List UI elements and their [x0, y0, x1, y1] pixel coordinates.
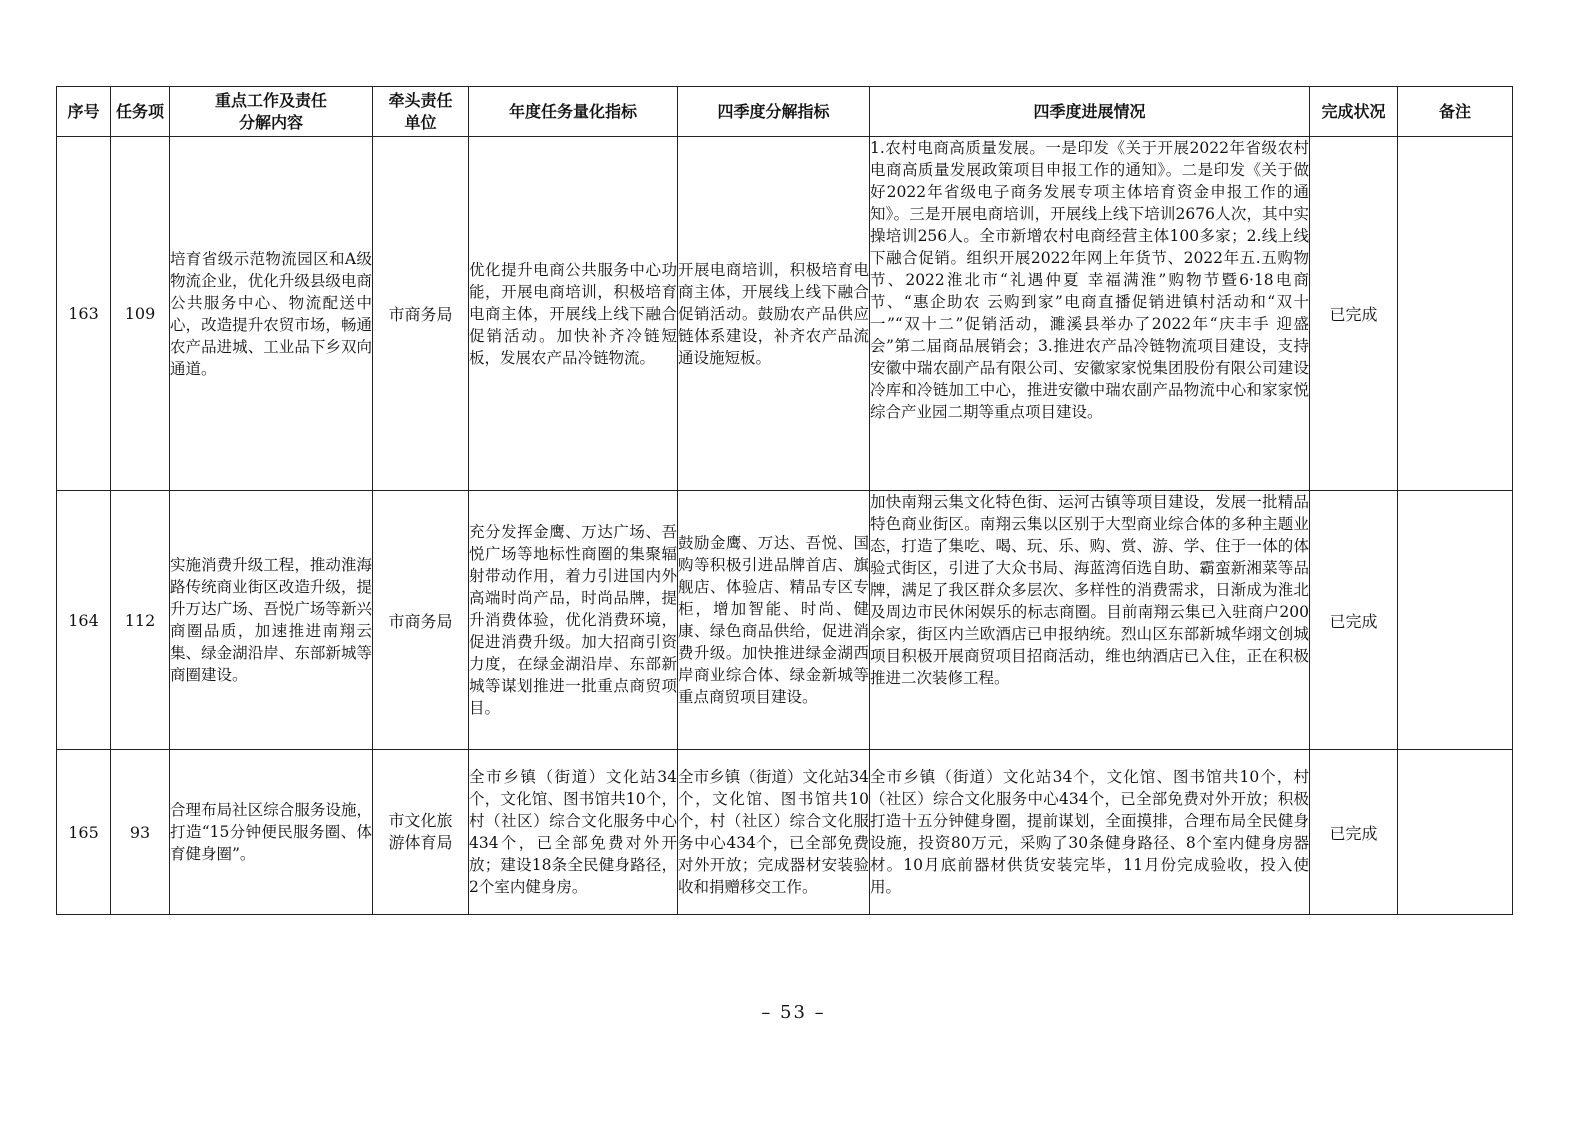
cell-note	[1398, 137, 1513, 491]
table-row	[57, 750, 1513, 915]
cell-status: 已完成	[1310, 137, 1398, 491]
cell-seq: 163	[57, 137, 111, 491]
header-content: 重点工作及责任分解内容	[170, 87, 373, 137]
cell-annual: 充分发挥金鹰、万达广场、吾悦广场等地标性商圈的集聚辐射带动作用，着力引进国内外高端时尚产品，时尚品牌，提升消费体验，优化消费环境，促进消费升级。加大招商引资力度，在绿金湖沿岸、东部新城等谋划推进一批重点商贸项目。	[469, 491, 678, 750]
cell-progress: 加快南翔云集文化特色街、运河古镇等项目建设，发展一批精品特色商业街区。南翔云集以区别于大型商业综合体的多种主题业态，打造了集吃、喝、玩、乐、购、赏、游、学、住于一体的体验式街区，引进了大众书局、海蓝湾佰选自助、霸蛮新湘菜等品牌，满足了我区群众多层次、多样性的消费需求，日渐成为淮北及周边市民休闲娱乐的标志商圈。目前南翔云集已入驻商户200余家，街区内兰欧酒店已申报纳统。烈山区东部新城华翊文创城项目积极开展商贸项目招商活动，维也纳酒店已入住，正在积极推进二次装修工程。	[870, 491, 1310, 750]
progress-table	[56, 86, 1513, 915]
cell-annual: 优化提升电商公共服务中心功能，开展电商培训，积极培育电商主体，开展线上线下融合促销活动。加快补齐冷链短板，发展农产品冷链物流。	[469, 137, 678, 491]
header-task: 任务项	[111, 87, 170, 137]
cell-seq: 165	[57, 750, 111, 915]
cell-unit: 市商务局	[373, 491, 469, 750]
cell-status: 已完成	[1310, 491, 1398, 750]
cell-q4: 开展电商培训，积极培育电商主体，开展线上线下融合促销活动。鼓励农产品供应链体系建设，补齐农产品流通设施短板。	[678, 137, 870, 491]
cell-note	[1398, 750, 1513, 915]
header-annual: 年度任务量化指标	[469, 87, 678, 137]
cell-progress: 1.农村电商高质量发展。一是印发《关于开展2022年省级农村电商高质量发展政策项目申报工作的通知》。二是印发《关于做好2022年省级电子商务发展专项主体培育资金申报工作的通知》。三是开展电商培训，开展线上线下培训2676人次，其中实操培训256人。全市新增农村电商经营主体100多家；2.线上线下融合促销。组织开展2022年网上年货节、2022年五.五购物节、2022淮北市“礼遇仲夏 幸福满淮”购物节暨6·18电商节、“惠企助农 云购到家”电商直播促销进镇村活动和“双十一”“双十二”促销活动，濉溪县举办了2022年“庆丰手 迎盛会”第二届商品展销会；3.推进农产品冷链物流项目建设，支持安徽中瑞农副产品有限公司、安徽家家悦集团股份有限公司建设冷库和冷链加工中心，推进安徽中瑞农副产品物流中心和家家悦综合产业园二期等重点项目建设。	[870, 137, 1310, 491]
cell-progress: 全市乡镇（街道）文化站34个，文化馆、图书馆共10个，村（社区）综合文化服务中心434个，已全部免费对外开放；积极打造十五分钟健身圈，提前谋划，全面摸排，合理布局全民健身设施，投资80万元，采购了30条健身路径、8个室内健身房器材。10月底前器材供货安装完毕，11月份完成验收，投入使用。	[870, 750, 1310, 915]
cell-unit: 市商务局	[373, 137, 469, 491]
cell-task: 112	[111, 491, 170, 750]
table-row	[57, 491, 1513, 750]
cell-seq: 164	[57, 491, 111, 750]
header-note: 备注	[1398, 87, 1513, 137]
cell-unit: 市文化旅游体育局	[373, 750, 469, 915]
cell-note	[1398, 491, 1513, 750]
cell-q4: 鼓励金鹰、万达、吾悦、国购等积极引进品牌首店、旗舰店、体验店、精品专区专柜，增加智能、时尚、健康、绿色商品供给，促进消费升级。加快推进绿金湖西岸商业综合体、绿金新城等重点商贸项目建设。	[678, 491, 870, 750]
cell-status: 已完成	[1310, 750, 1398, 915]
header-row	[57, 87, 1513, 137]
page-number: – 53 –	[761, 1002, 826, 1023]
header-q4: 四季度分解指标	[678, 87, 870, 137]
cell-annual: 全市乡镇（街道）文化站34个，文化馆、图书馆共10个，村（社区）综合文化服务中心434个，已全部免费对外开放；建设18条全民健身路径，2个室内健身房。	[469, 750, 678, 915]
header-unit: 牵头责任单位	[373, 87, 469, 137]
table-row	[57, 137, 1513, 491]
cell-task: 93	[111, 750, 170, 915]
cell-q4: 全市乡镇（街道）文化站34个，文化馆、图书馆共10个，村（社区）综合文化服务中心434个，已全部免费对外开放；完成器材安装验收和捐赠移交工作。	[678, 750, 870, 915]
header-seq: 序号	[57, 87, 111, 137]
cell-content: 培育省级示范物流园区和A级物流企业，优化升级县级电商公共服务中心、物流配送中心，改造提升农贸市场，畅通农产品进城、工业品下乡双向通道。	[170, 137, 373, 491]
cell-content: 实施消费升级工程，推动淮海路传统商业街区改造升级，提升万达广场、吾悦广场等新兴商圈品质，加速推进南翔云集、绿金湖沿岸、东部新城等商圈建设。	[170, 491, 373, 750]
header-progress: 四季度进展情况	[870, 87, 1310, 137]
cell-task: 109	[111, 137, 170, 491]
cell-content: 合理布局社区综合服务设施，打造“15分钟便民服务圈、体育健身圈”。	[170, 750, 373, 915]
header-status: 完成状况	[1310, 87, 1398, 137]
